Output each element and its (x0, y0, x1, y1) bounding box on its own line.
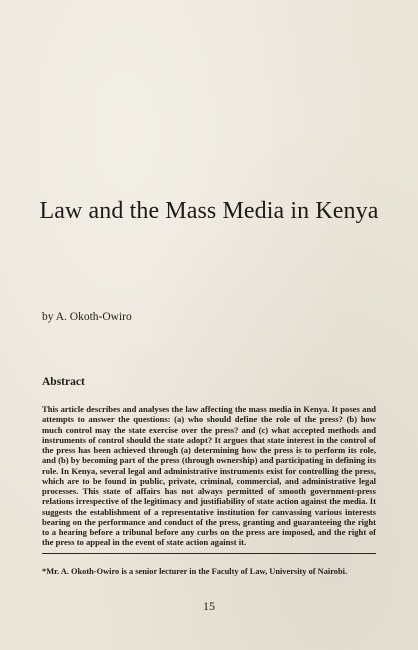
abstract-heading: Abstract (42, 376, 85, 388)
show-through-from-reverse (34, 102, 394, 392)
article-author: by A. Okoth-Owiro (42, 311, 132, 323)
page-number: 15 (203, 599, 215, 613)
author-footnote: *Mr. A. Okoth-Owiro is a senior lecturer in the Faculty of Law, University of Nairobi. (42, 567, 348, 576)
article-title: Law and the Mass Media in Kenya (39, 198, 379, 224)
abstract-text: This article describes and analyses the law affecting the mass media in Kenya. It poses and attempts to answer the questions: (a) who should define the role of the press? (b) how much control may the state exercise over the press? and (c) what accepted methods and instruments of control should the state adopt? It argues that state interest in the control of the press has been achieved through (a) determining how the press is to perform its role, and (b) by becoming part of the press (through ownership) and participating in defining its role. In Kenya, several legal and administrative instruments exist for controlling the press, which are to be found in public, private, criminal, commercial, and administrative legal processes. This state of affairs has not always permitted of smooth government-press relations irrespective of the legitimacy and justifiability of state action against the media. It suggests the establishment of a representative institution for canvassing various interests bearing on the performance and conduct of the press, granting and guaranteeing the right to a hearing before a tribunal before any curbs on the press are imposed, and the right of the press to appeal in the event of state action against it. (42, 404, 376, 548)
footnote-divider (42, 553, 376, 554)
